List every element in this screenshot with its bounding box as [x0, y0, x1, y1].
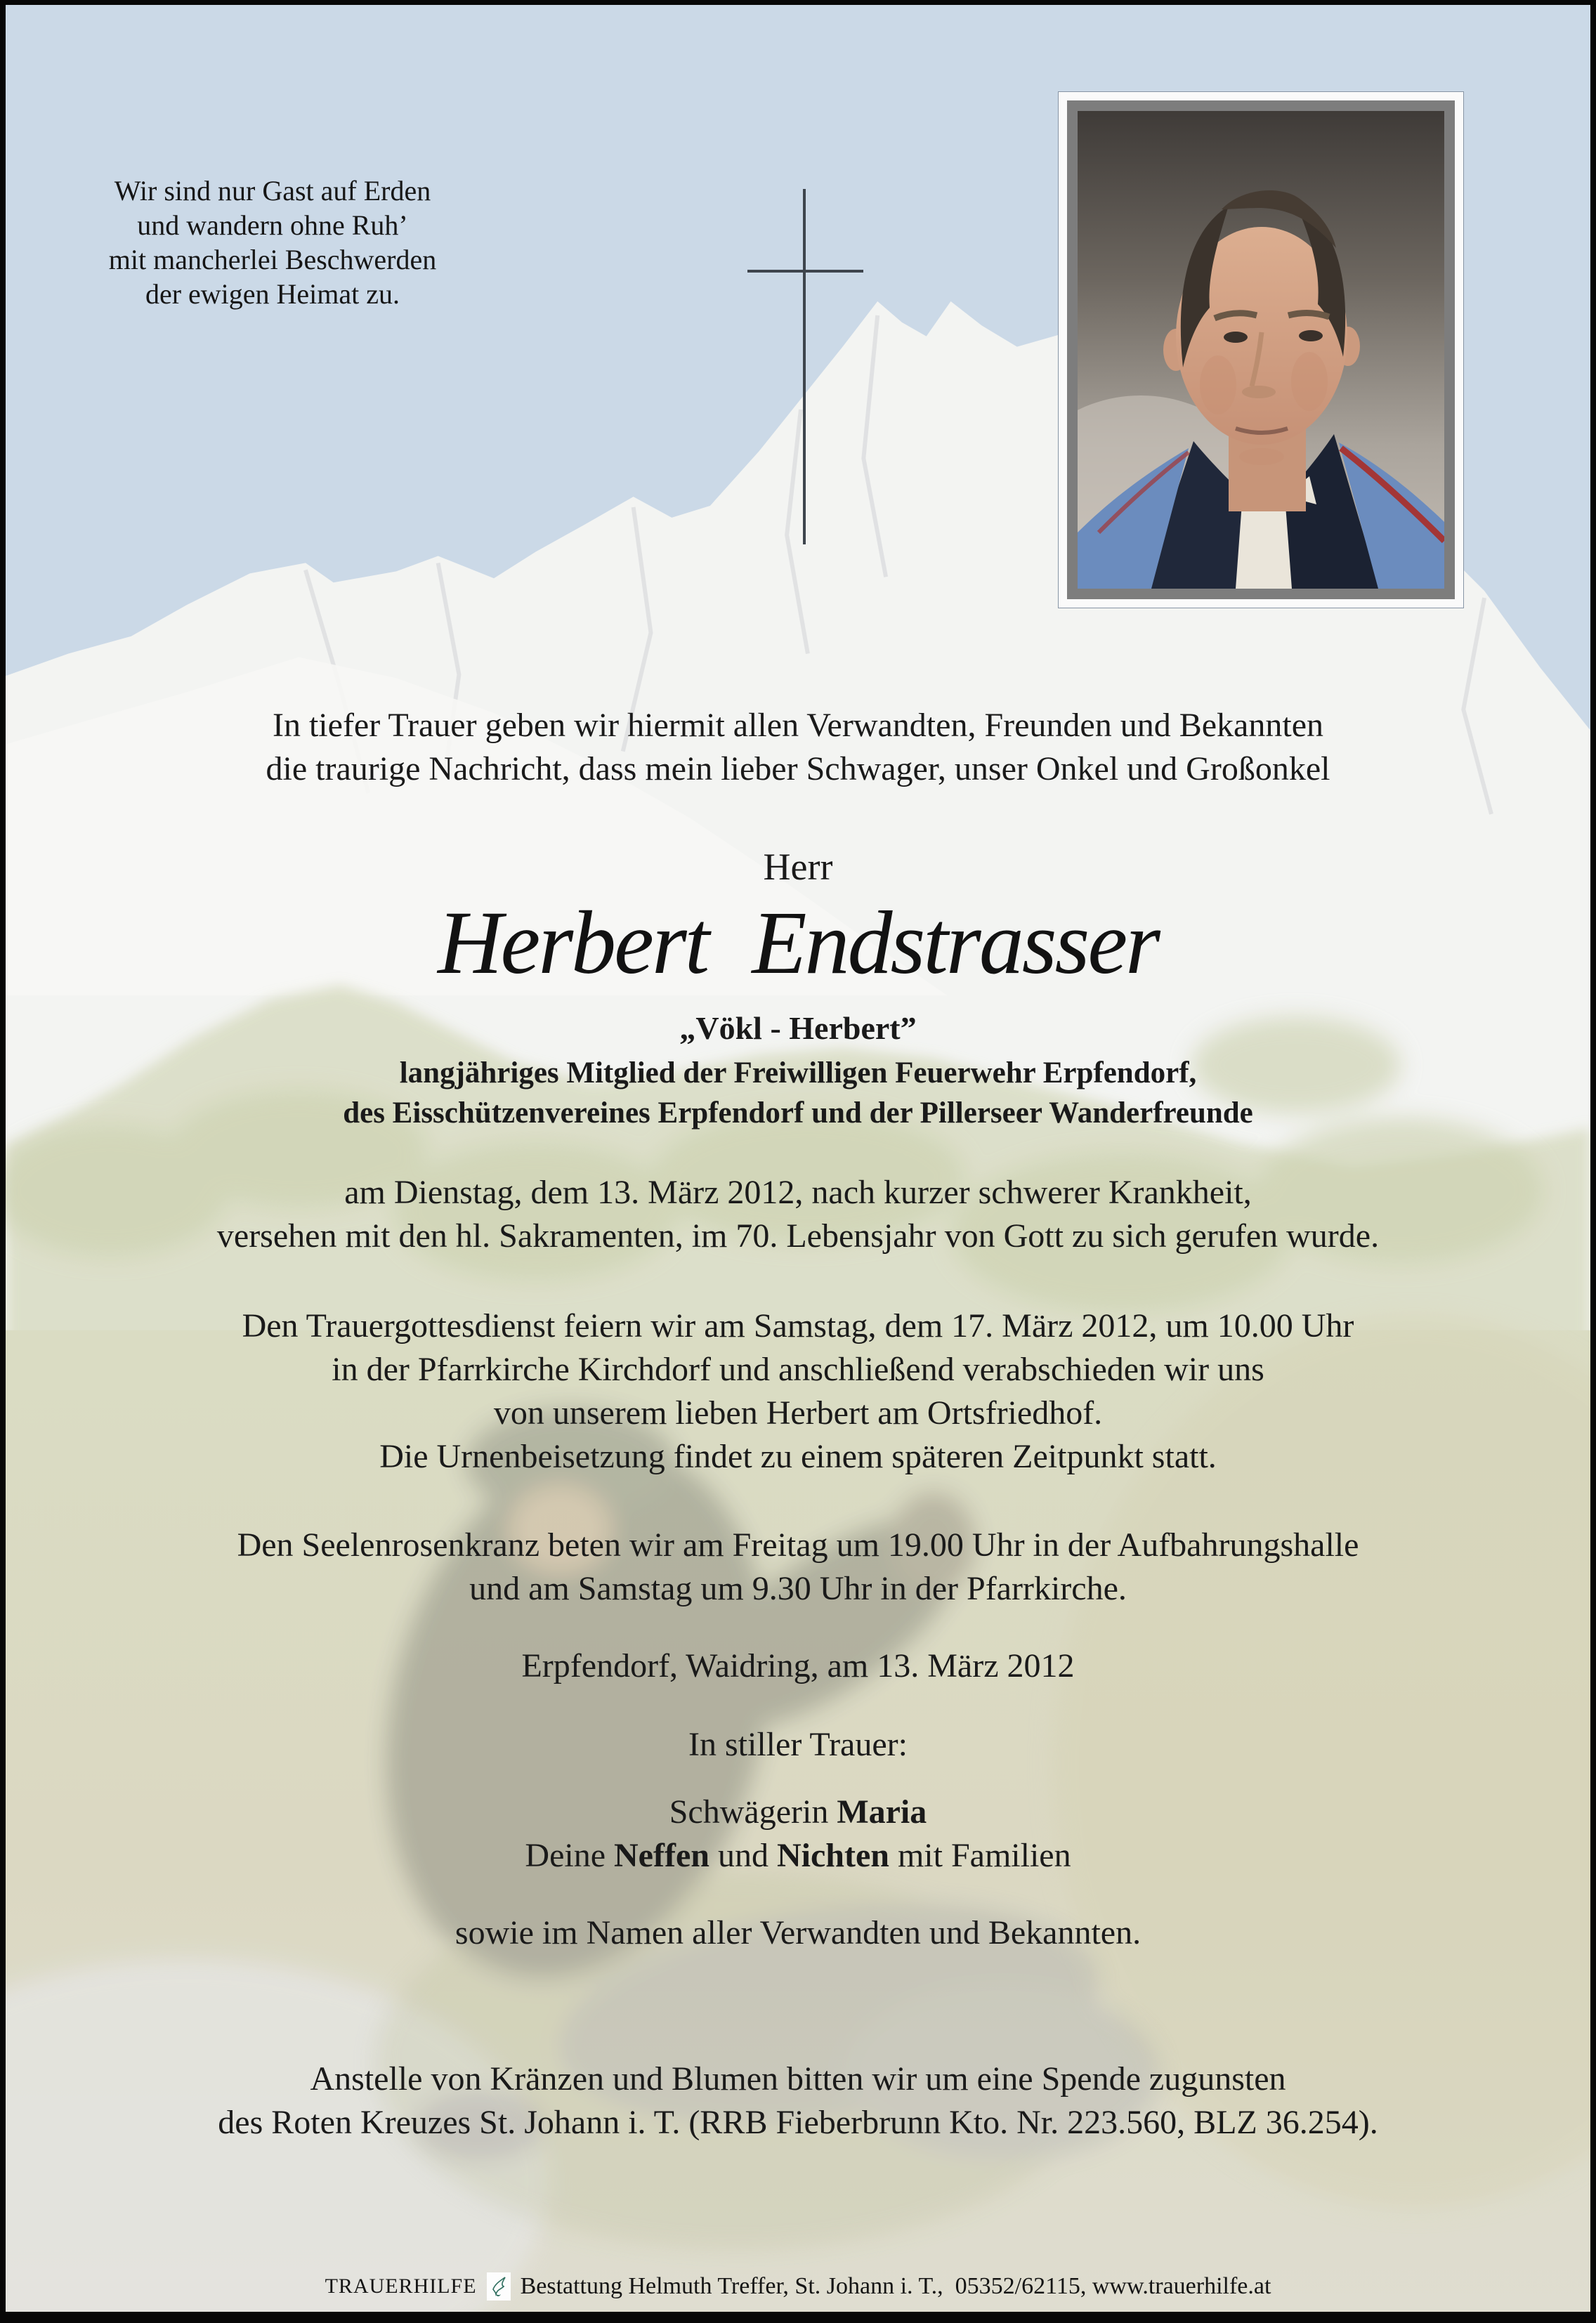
donation-line: des Roten Kreuzes St. Johann i. T. (RRB Fieberbrunn Kto. Nr. 223.560, BLZ 36.254).	[218, 2104, 1378, 2141]
intro-line: die traurige Nachricht, dass mein lieber Schwager, unser Onkel und Großonkel	[266, 750, 1330, 787]
membership-lines	[6, 1053, 1590, 1133]
membership-line: des Eisschützenvereines Erpfendorf und der Pillerseer Wanderfreunde	[343, 1097, 1253, 1130]
mourner-name-segment: Deine	[525, 1837, 615, 1874]
dove-icon	[487, 2272, 511, 2301]
donation-request	[6, 2057, 1590, 2145]
funeral-service-line: Den Trauergottesdienst feiern wir am Samstag, dem 17. März 2012, um 10.00 Uhr	[242, 1307, 1354, 1344]
funeral-home-info: Bestattung Helmuth Treffer, St. Johann i. T., 05352/62115, www.trauerhilfe.at	[520, 2273, 1271, 2299]
poem-line: mit mancherlei Beschwerden	[108, 244, 437, 275]
mourner-name-segment: Schwägerin	[669, 1793, 837, 1831]
mourner-name-segment: und	[709, 1837, 777, 1874]
funeral-service-line: Die Urnenbeisetzung findet zu einem späteren Zeitpunkt statt.	[379, 1438, 1217, 1475]
funeral-service	[6, 1304, 1590, 1479]
portrait-photo-frame	[1058, 91, 1464, 608]
funeral-service-line: von unserem lieben Herbert am Ortsfriedhof.	[493, 1394, 1103, 1432]
deceased-name: Herbert Endstrasser	[438, 893, 1158, 993]
membership-line: langjähriges Mitglied der Freiwilligen Feuerwehr Erpfendorf,	[399, 1056, 1197, 1089]
poem-line: Wir sind nur Gast auf Erden	[114, 175, 431, 207]
mourners-list	[6, 1791, 1590, 1878]
mourning-header: In stiller Trauer:	[688, 1726, 908, 1763]
death-notice-line: versehen mit den hl. Sakramenten, im 70. Lebensjahr von Gott zu sich gerufen wurde.	[216, 1217, 1380, 1255]
salutation: Herr	[763, 846, 833, 888]
opening-poem	[48, 174, 497, 311]
rosary-line: Den Seelenrosenkranz beten wir am Freitag um 19.00 Uhr in der Aufbahrungshalle	[237, 1526, 1359, 1564]
mourner-name-segment: Neffen	[614, 1837, 709, 1874]
funeral-service-line: in der Pfarrkirche Kirchdorf und anschließend verabschieden wir uns	[332, 1351, 1264, 1388]
rosary-notice	[6, 1524, 1590, 1611]
death-notice-line: am Dienstag, dem 13. März 2012, nach kurzer schwerer Krankheit,	[344, 1174, 1252, 1211]
intro-line: In tiefer Trauer geben wir hiermit allen Verwandten, Freunden und Bekannten	[272, 707, 1323, 744]
memorial-cross	[729, 179, 877, 558]
dateline: Erpfendorf, Waidring, am 13. März 2012	[521, 1647, 1075, 1684]
mourner-name-segment: Maria	[837, 1793, 927, 1831]
mourner-line	[6, 1834, 1590, 1878]
portrait-illustration	[1078, 111, 1444, 589]
rosary-line: und am Samstag um 9.30 Uhr in der Pfarrkirche.	[469, 1570, 1127, 1607]
funeral-home-brand: TRAUERHILFE	[325, 2275, 477, 2298]
mourner-name-segment: mit Familien	[889, 1837, 1071, 1874]
poem-line: der ewigen Heimat zu.	[145, 278, 400, 310]
deceased-nickname: „Vökl - Herbert”	[679, 1010, 917, 1046]
mourner-name-segment: Nichten	[776, 1837, 889, 1874]
funeral-home-footer	[6, 2272, 1590, 2301]
donation-line: Anstelle von Kränzen und Blumen bitten wir um eine Spende zugunsten	[310, 2060, 1286, 2098]
mourner-line	[6, 1791, 1590, 1834]
portrait-photo	[1067, 100, 1455, 599]
poem-line: und wandern ohne Ruh’	[137, 209, 408, 241]
mourning-closing: sowie im Namen aller Verwandten und Bekannten.	[454, 1914, 1142, 1951]
death-notice	[6, 1171, 1590, 1258]
